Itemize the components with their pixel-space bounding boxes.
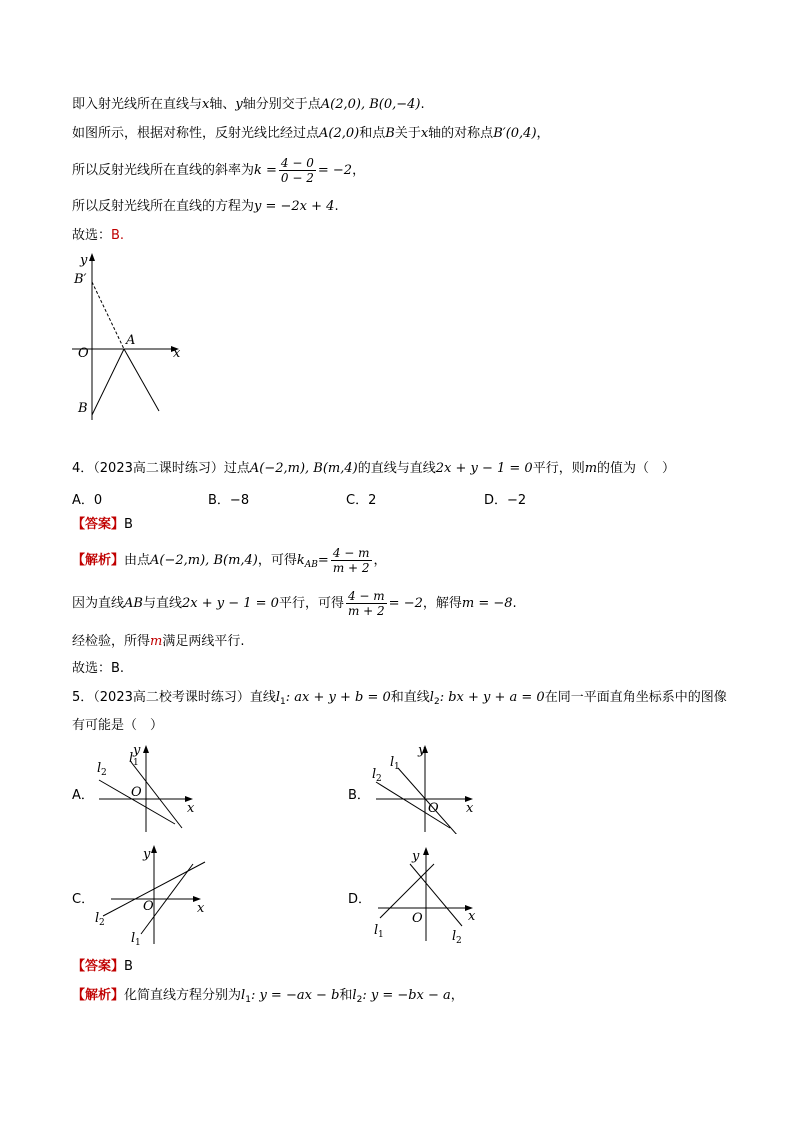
option-letter: B．	[208, 493, 230, 508]
text: 和直线	[390, 690, 430, 705]
text: 和	[339, 988, 353, 1003]
label-b: B	[78, 401, 88, 416]
text: 故选：	[72, 661, 112, 676]
math-points: A(−2,m), B(m,4)	[150, 553, 258, 568]
numerator: 4 − m	[332, 546, 370, 560]
q5-option-c-label[interactable]: C．	[72, 892, 95, 907]
q4-analysis-line2	[72, 588, 517, 620]
math-equation: : bx + y + a = 0	[439, 690, 545, 705]
solution3-line1	[72, 96, 425, 114]
y-axis-arrow-icon	[89, 253, 95, 261]
solution3-line2	[72, 125, 550, 143]
text: ，	[352, 163, 366, 178]
math-x: x	[420, 126, 429, 141]
label-y: y	[412, 849, 420, 864]
label-l1: l	[390, 755, 395, 770]
math-subscript: 2	[433, 697, 440, 707]
text: 故选：	[72, 228, 112, 243]
text: 经检验，所得	[72, 634, 151, 649]
text: 与直线	[142, 596, 182, 611]
text: .	[512, 596, 517, 611]
math-equals: =	[317, 553, 329, 568]
math-l: l	[352, 988, 357, 1003]
option-value: 0	[93, 493, 103, 508]
text: 4．（2023高二课时练习）过点	[72, 461, 250, 476]
text: 在同一平面直角坐标系中的图像	[544, 690, 727, 705]
text: 满足两线平行.	[162, 634, 245, 649]
text: 平行，可得	[278, 596, 344, 611]
text: 的直线与直线	[357, 461, 436, 476]
math-subscript: 1	[245, 995, 251, 1005]
numerator: 4 − 0	[280, 156, 314, 170]
text: 的值为（ ）	[597, 461, 676, 476]
denominator: m + 2	[332, 561, 370, 575]
reflected-ray	[124, 349, 159, 411]
label-x: x	[187, 801, 195, 816]
math-equation: y = −2x + 4	[254, 199, 335, 214]
q4-stem	[72, 460, 675, 478]
label-y: y	[133, 743, 141, 758]
option-letter: C．	[346, 493, 369, 508]
label-bprime: B′	[74, 272, 87, 287]
label-o: O	[428, 801, 439, 816]
text: ，	[373, 553, 387, 568]
q4-answer	[72, 516, 133, 534]
subscript: 2	[101, 768, 107, 778]
text: 5．（2023高二校考课时练习）直线	[72, 690, 276, 705]
text: 轴分别交于点	[242, 97, 321, 112]
label-l1: l	[131, 931, 136, 946]
solution3-line4	[72, 198, 339, 216]
text: 轴的对称点	[428, 126, 494, 141]
math-equation: : y = −ax − b	[250, 988, 340, 1003]
text: 化简直线方程分别为	[124, 988, 242, 1003]
subscript: 2	[456, 936, 462, 944]
option-value: −2	[507, 493, 527, 508]
text: .	[334, 199, 339, 214]
label-x: x	[466, 801, 474, 816]
text: 和点	[359, 126, 386, 141]
solution3-answer	[72, 227, 124, 245]
math-point-bprime: B′(0,4)	[493, 126, 537, 141]
math-y: y	[235, 97, 243, 112]
q5-analysis-line1	[72, 987, 464, 1009]
math-equation: : y = −bx − a	[362, 988, 451, 1003]
subscript: 2	[376, 774, 382, 784]
math-subscript: 2	[356, 995, 363, 1005]
math-subscript: 1	[280, 697, 286, 707]
q4-option-a[interactable]	[72, 489, 102, 508]
label-y: y	[418, 743, 426, 758]
math-equation: : ax + y + b = 0	[285, 690, 391, 705]
math-k-value: = −2	[317, 163, 353, 178]
solution3-line3	[72, 155, 365, 187]
math-points: A(2,0), B(0,−4)	[320, 97, 421, 112]
q5-option-a-label[interactable]: A．	[72, 788, 94, 803]
reflection-figure	[70, 250, 190, 425]
math-line: 2x + y − 1 = 0	[181, 596, 279, 611]
q4-analysis-line4	[72, 660, 124, 678]
denominator: 0 − 2	[280, 171, 314, 185]
q5-option-c-graph[interactable]	[93, 842, 213, 950]
q4-analysis-line1	[72, 545, 387, 581]
text: ，可得	[257, 553, 297, 568]
label-o: O	[131, 785, 142, 800]
q4-option-b[interactable]	[208, 489, 249, 508]
math-l: l	[241, 988, 246, 1003]
math-x: x	[202, 97, 210, 112]
text: 因为直线	[72, 596, 125, 611]
subscript: 1	[378, 930, 384, 940]
text: 关于	[394, 126, 421, 141]
analysis-tag: 【解析】	[72, 553, 125, 568]
fraction	[331, 546, 372, 575]
subscript: 1	[133, 758, 139, 768]
text: ，	[450, 988, 464, 1003]
text: 如图所示，根据对称性，反射光线比经过点	[72, 126, 320, 141]
label-a: A	[126, 333, 136, 348]
math-ab: AB	[124, 596, 143, 611]
answer-value: B.	[111, 228, 125, 243]
label-x: x	[173, 346, 181, 361]
math-b: B	[385, 126, 395, 141]
text: 所以反射光线所在直线的方程为	[72, 199, 255, 214]
answer-value: B	[124, 959, 133, 974]
math-k: k =	[254, 163, 277, 178]
answer-tag: 【答案】	[72, 517, 125, 532]
label-o: O	[143, 899, 154, 914]
label-l2: l	[452, 929, 457, 944]
label-l1: l	[374, 923, 379, 938]
q4-option-d[interactable]	[484, 489, 526, 508]
math-m: m	[150, 634, 163, 649]
text: 所以反射光线所在直线的斜率为	[72, 163, 255, 178]
math-value: = −2	[388, 596, 423, 611]
math-result: m = −8	[461, 596, 513, 611]
q5-option-a-graph[interactable]	[93, 742, 203, 834]
text: 即入射光线所在直线与	[72, 97, 203, 112]
q5-option-d-graph[interactable]	[368, 844, 483, 944]
option-value: 2	[368, 493, 377, 508]
math-points: A(−2,m), B(m,4)	[249, 461, 358, 476]
math-point-a: A(2,0)	[319, 126, 360, 141]
q4-analysis-line3	[72, 633, 244, 651]
option-value: −8	[229, 493, 250, 508]
subscript: 2	[99, 918, 105, 928]
label-l2: l	[372, 767, 377, 782]
label-y: y	[143, 847, 151, 862]
q5-option-d-label[interactable]: D．	[348, 892, 372, 907]
label-l1: l	[129, 751, 134, 766]
math-line: 2x + y − 1 = 0	[435, 461, 533, 476]
denominator: m + 2	[347, 604, 385, 618]
q5-answer	[72, 958, 133, 976]
fraction	[279, 156, 316, 185]
answer-value: B	[124, 517, 133, 532]
text: .	[420, 97, 425, 112]
fraction	[346, 589, 387, 618]
label-l2: l	[95, 911, 100, 926]
line-l2	[376, 782, 450, 828]
analysis-tag: 【解析】	[72, 988, 125, 1003]
text: 有可能是（ ）	[72, 718, 164, 733]
q5-option-b-label[interactable]: B．	[348, 788, 370, 803]
q5-stem	[72, 689, 727, 711]
subscript: 1	[394, 762, 400, 772]
incident-ray	[92, 349, 124, 415]
subscript: 1	[135, 938, 141, 948]
answer-value: B.	[111, 661, 125, 676]
text: ，	[536, 126, 550, 141]
answer-tag: 【答案】	[72, 959, 125, 974]
math-m: m	[584, 461, 598, 476]
text: 轴、	[209, 97, 236, 112]
math-l: l	[275, 690, 281, 705]
text: 由点	[124, 553, 151, 568]
dashed-line	[92, 282, 124, 349]
text: ，解得	[422, 596, 462, 611]
q5-option-b-graph[interactable]	[368, 742, 483, 834]
label-o: O	[78, 346, 89, 361]
label-l2: l	[97, 761, 102, 776]
numerator: 4 − m	[347, 589, 385, 603]
math-l: l	[429, 690, 434, 705]
q5-stem-line2	[72, 717, 163, 735]
math-k: k	[296, 553, 305, 568]
text: 平行，则	[532, 461, 585, 476]
q4-option-c[interactable]	[346, 489, 376, 508]
label-x: x	[468, 909, 476, 924]
label-x: x	[197, 901, 205, 916]
option-letter: A．	[72, 493, 94, 508]
math-subscript: AB	[304, 560, 318, 570]
label-y: y	[80, 253, 88, 268]
option-letter: D．	[484, 493, 508, 508]
label-o: O	[412, 911, 423, 926]
